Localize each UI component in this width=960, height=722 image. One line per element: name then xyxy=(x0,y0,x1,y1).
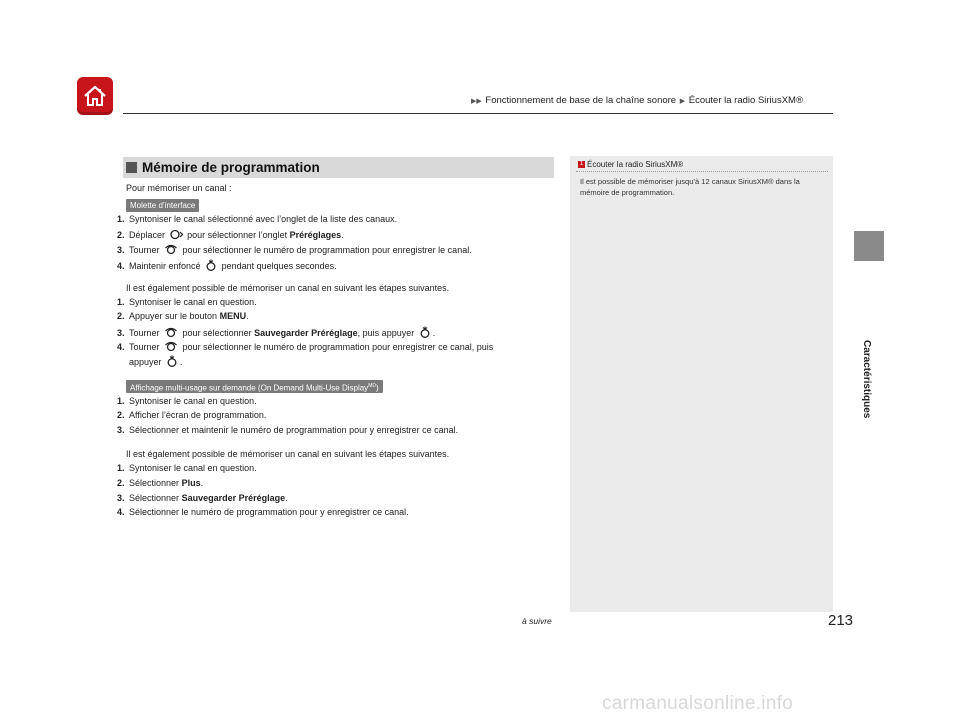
page-number: 213 xyxy=(828,612,854,629)
list-item-continuation: appuyer . xyxy=(129,357,183,367)
list-item: 1. Syntoniser le canal en question. xyxy=(117,297,257,307)
alt-intro-text: Il est également possible de mémoriser un canal en suivant les étapes suivantes. xyxy=(126,449,450,459)
press-knob-icon xyxy=(419,326,431,338)
home-icon xyxy=(82,83,108,109)
list-item: 1. Syntoniser le canal sélectionné avec l’onglet de la liste des canaux. xyxy=(117,214,398,224)
header-rule xyxy=(123,113,833,114)
list-item: 1. Syntoniser le canal en question. xyxy=(117,396,257,406)
section-square-icon xyxy=(126,162,137,173)
breadcrumb xyxy=(470,95,803,106)
list-item: 2. Appuyer sur le bouton MENU. xyxy=(117,311,249,321)
note-marker-icon: 1 xyxy=(579,161,584,168)
odmd-label: Affichage multi-usage sur demande (On Demand Multi-Use Display$^{MD}$) xyxy=(126,380,383,393)
breadcrumb-item[interactable]: Fonctionnement de base de la chaîne sonore xyxy=(485,95,677,106)
continued-label: à suivre xyxy=(522,616,552,626)
breadcrumb-arrow-icon: ▶▶ xyxy=(471,98,482,105)
sidebar-divider xyxy=(576,171,828,172)
list-item: 1. Syntoniser le canal en question. xyxy=(117,463,257,473)
breadcrumb-arrow-icon: ▶ xyxy=(679,98,686,105)
press-knob-icon xyxy=(166,355,178,367)
sidebar-title[interactable] xyxy=(578,160,683,169)
list-item: 2. Sélectionner Plus. xyxy=(117,478,204,488)
sidebar-title-text: Écouter la radio SiriusXM® xyxy=(587,160,684,169)
breadcrumb-item[interactable]: Écouter la radio SiriusXM® xyxy=(688,95,803,106)
interface-dial-label: Molette d’interface xyxy=(126,199,199,212)
chapter-tab[interactable] xyxy=(854,231,884,261)
rotate-knob-icon xyxy=(164,341,178,352)
list-item: 3. Tourner pour sélectionner Sauvegarder Préréglage, puis appuyer . xyxy=(117,328,436,338)
list-item: 3. Tourner pour sélectionner le numéro de programmation pour enregistrer le canal. xyxy=(117,245,472,255)
press-knob-icon xyxy=(205,259,217,271)
rotate-knob-icon xyxy=(164,244,178,255)
list-item: 4. Maintenir enfoncé pendant quelques secondes. xyxy=(117,261,337,271)
section-title xyxy=(126,160,320,175)
section-title-text: Mémoire de programmation xyxy=(142,160,320,175)
chapter-label: Caractéristiques xyxy=(861,340,872,419)
alt-intro-text: Il est également possible de mémoriser un canal en suivant les étapes suivantes. xyxy=(126,283,450,293)
home-button[interactable] xyxy=(77,77,113,115)
list-item: 2. Afficher l’écran de programmation. xyxy=(117,410,267,420)
sidebar-panel xyxy=(570,156,833,612)
list-item: 4. Tourner pour sélectionner le numéro de programmation pour enregistrer ce canal, puis xyxy=(117,342,494,352)
list-item: 4. Sélectionner le numéro de programmation pour y enregistrer ce canal. xyxy=(117,507,409,517)
list-item: 3. Sélectionner et maintenir le numéro de programmation pour y enregistrer ce canal. xyxy=(117,425,459,435)
watermark: carmanualsonline.info xyxy=(602,693,794,714)
list-item: 3. Sélectionner Sauvegarder Préréglage. xyxy=(117,493,288,503)
list-item: 2. Déplacer pour sélectionner l’onglet Préréglages. xyxy=(117,230,344,240)
intro-text: Pour mémoriser un canal : xyxy=(126,183,232,193)
rotate-knob-icon xyxy=(164,327,178,338)
move-knob-icon xyxy=(170,229,183,240)
sidebar-text: Il est possible de mémoriser jusqu’à 12 canaux SiriusXM® dans la mémoire de programmation. xyxy=(580,177,800,197)
